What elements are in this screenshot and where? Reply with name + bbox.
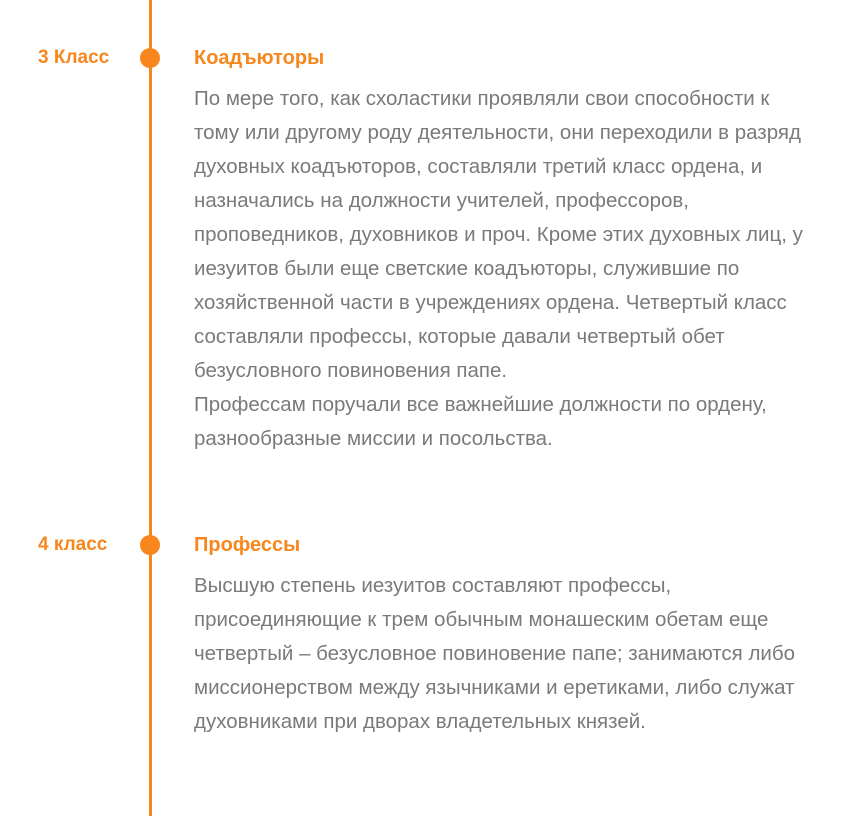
entry-paragraph: По мере того, как схоластики проявляли свои способности к тому или другому роду деятельности, они переходили в разряд духовных коадъюторов, составляли третий класс ордена, и назначались на должности учителей, профессоров, проповедников, духовников и проч. Кроме этих духовных лиц, у иезуитов были еще светские коадъюторы, служившие по хозяйственной части в учреждениях ордена. Четвертый класс составляли профессы, которые давали четвертый обет безусловного повиновения папе. bbox=[194, 87, 803, 382]
entry-title: Профессы bbox=[194, 534, 301, 556]
entry-body bbox=[194, 82, 812, 456]
entry-body bbox=[194, 569, 812, 739]
entry-paragraph: Профессам поручали все важнейшие должности по ордену, разнообразные миссии и посольства. bbox=[194, 393, 767, 450]
entry-paragraph: Высшую степень иезуитов составляют профессы, присоединяющие к трем обычным монашеским обетам еще четвертый – безусловное повиновение папе; занимаются либо миссионерством между язычниками и еретиками, либо служат духовниками при дворах владетельных князей. bbox=[194, 574, 796, 733]
class-label: 3 Класс bbox=[38, 47, 110, 68]
timeline-dot bbox=[140, 535, 160, 555]
entry-title: Коадъюторы bbox=[194, 47, 325, 69]
class-label: 4 класс bbox=[38, 534, 108, 555]
timeline-dot bbox=[140, 48, 160, 68]
timeline-line bbox=[149, 0, 152, 816]
